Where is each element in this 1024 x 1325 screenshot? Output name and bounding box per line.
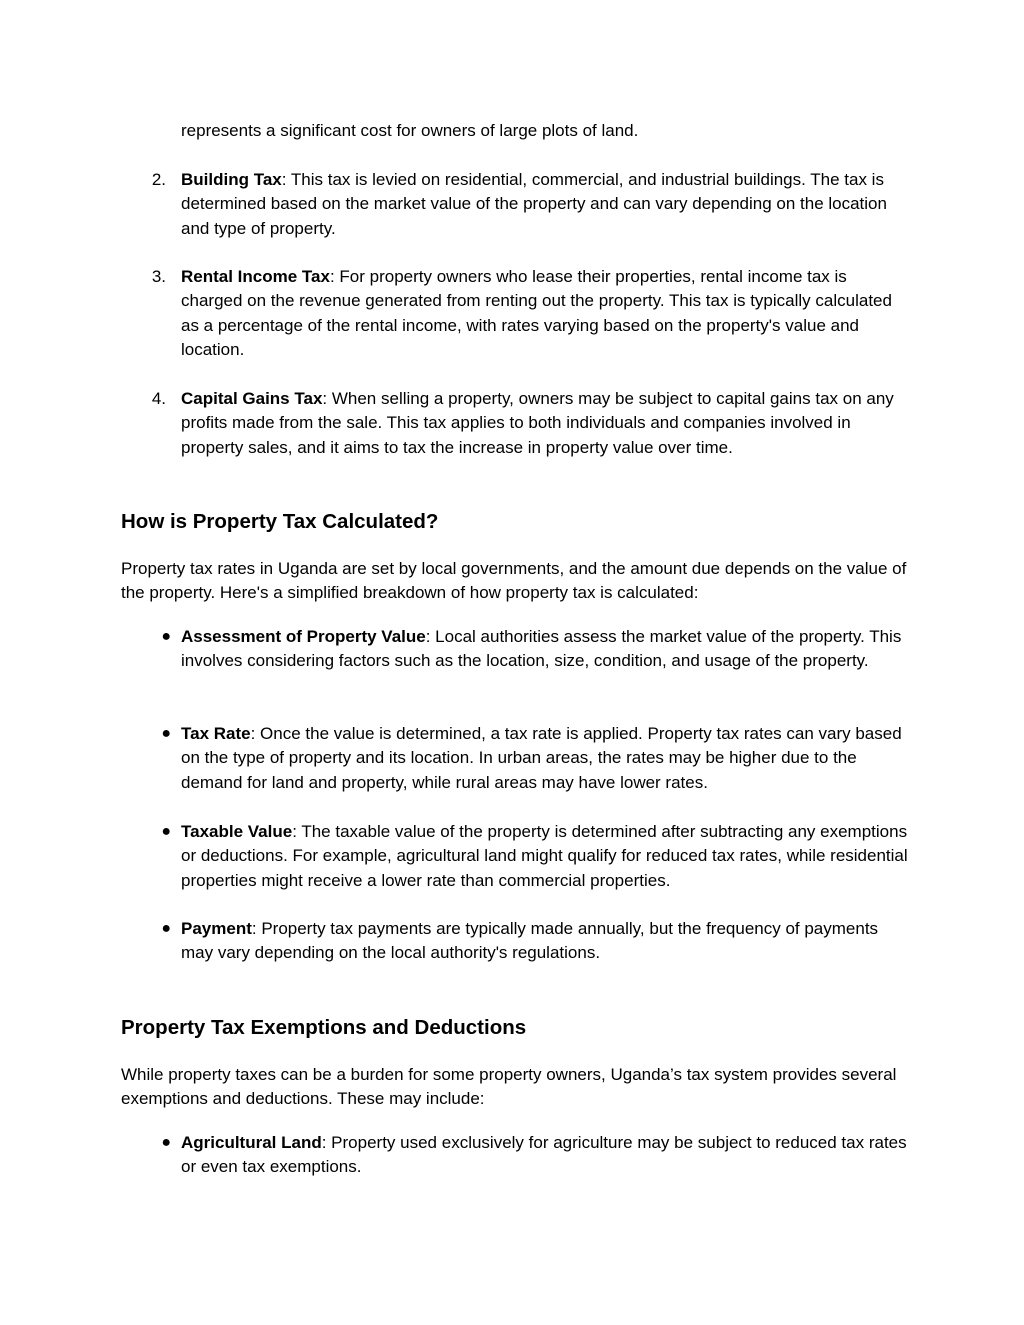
term-label: Tax Rate [181,724,251,743]
list-item-agricultural-land [181,1131,911,1180]
term-description: : This tax is levied on residential, commercial, and industrial buildings. The tax is determined based on the market value of the property and can vary depending on the location and type of property. [181,170,887,238]
list-item-payment [181,917,911,966]
bullet-icon: ● [161,1134,171,1151]
term-description: : When selling a property, owners may be subject to capital gains tax on any profits made from the sale. This tax applies to both individuals and companies involved in property sales, and it aims to tax the increase in property value over time. [181,389,894,457]
term-description: : Property tax payments are typically made annually, but the frequency of payments may vary depending on the local authority's regulations. [181,919,879,963]
list-item-continuation: represents a significant cost for owners of large plots of land. [181,121,639,140]
section-intro-exemptions: While property taxes can be a burden for some property owners, Uganda’s tax system provides several exemptions and deductions. These may include: [121,1065,897,1109]
term-description: : Local authorities assess the market value of the property. This involves considering factors such as the location, size, condition, and usage of the property. [181,627,902,671]
term-label: Rental Income Tax [181,267,330,286]
term-description: : Once the value is determined, a tax rate is applied. Property tax rates can vary based on the type of property and its location. In urban areas, the rates may be higher due to the demand for land and property, while rural areas may have lower rates. [181,724,902,792]
list-number: 2. [151,170,166,189]
bullet-icon: ● [161,920,171,937]
list-item-taxable-value [181,820,911,893]
term-label: Agricultural Land [181,1133,322,1152]
bullet-icon: ● [161,725,171,742]
list-item-rental-income-tax [181,265,911,363]
section-intro-calculation: Property tax rates in Uganda are set by local governments, and the amount due depends on the value of the property. Here's a simplified breakdown of how property tax is calculated: [121,559,907,603]
term-label: Capital Gains Tax [181,389,323,408]
term-label: Payment [181,919,252,938]
list-item-capital-gains-tax [181,387,911,460]
term-description: : For property owners who lease their properties, rental income tax is charged on the revenue generated from renting out the property. This tax is typically calculated as a percentage of the rental income, with rates varying based on the property's value and location. [181,267,892,360]
term-label: Taxable Value [181,822,293,841]
term-label: Building Tax [181,170,282,189]
list-item-tax-rate [181,722,911,795]
bullet-icon: ● [161,823,171,840]
list-number: 4. [151,389,166,408]
term-description: : Property used exclusively for agriculture may be subject to reduced tax rates or even tax exemptions. [181,1133,907,1177]
term-description: : The taxable value of the property is determined after subtracting any exemptions or deductions. For example, agricultural land might qualify for reduced tax rates, while residential properties might receive a lower rate than commercial properties. [181,822,908,890]
list-number: 3. [151,267,166,286]
section-heading-exemptions: Property Tax Exemptions and Deductions [121,1016,527,1039]
list-item-assessment [181,625,911,674]
list-item-building-tax [181,168,911,241]
term-label: Assessment of Property Value [181,627,426,646]
bullet-icon: ● [161,628,171,645]
section-heading-calculation: How is Property Tax Calculated? [121,510,439,533]
